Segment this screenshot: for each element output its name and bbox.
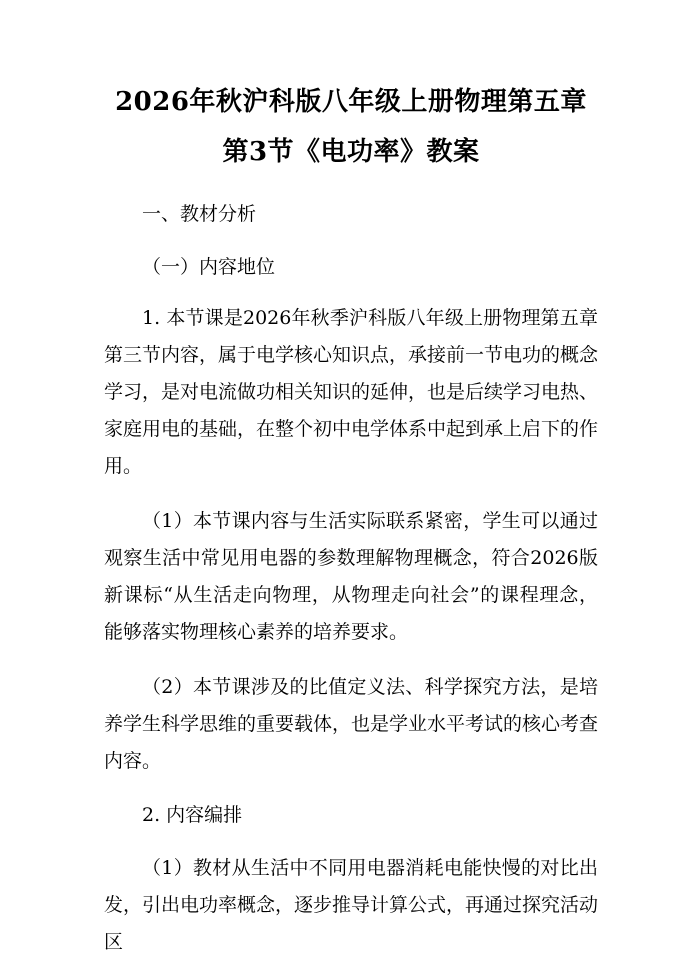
subsection-heading-content-arrangement: 2. 内容编排	[142, 804, 243, 826]
paragraph-life-connection: （1）本节课内容与生活实际联系紧密，学生可以通过观察生活中常见用电器的参数理解物理概念，符合2026版新课标“从生活走向物理，从物理走向社会”的课程理念，能够落实物理核心素养的培养要求。	[104, 510, 598, 643]
paragraph-content-arrangement: （1）教材从生活中不同用电器消耗电能快慢的对比出发，引出电功率概念，逐步推导计算公式，再通过探究活动区	[104, 857, 599, 953]
subsection-heading-content-position: （一）内容地位	[142, 256, 276, 278]
paragraph-lesson-position: 1. 本节课是2026年秋季沪科版八年级上册物理第五章第三节内容，属于电学核心知识点，承接前一节电功的概念学习，是对电流做功相关知识的延伸，也是后续学习电热、家庭用电的基础，在整个初中电学体系中起到承上启下的作用。	[104, 307, 599, 477]
document-title: 2026年秋沪科版八年级上册物理第五章第3节《电功率》教案	[115, 87, 587, 167]
section-heading-teaching-material-analysis: 一、教材分析	[142, 203, 257, 225]
paragraph-scientific-thinking: （2）本节课涉及的比值定义法、科学探究方法，是培养学生科学思维的重要载体，也是学业水平考试的核心考查内容。	[104, 676, 599, 772]
